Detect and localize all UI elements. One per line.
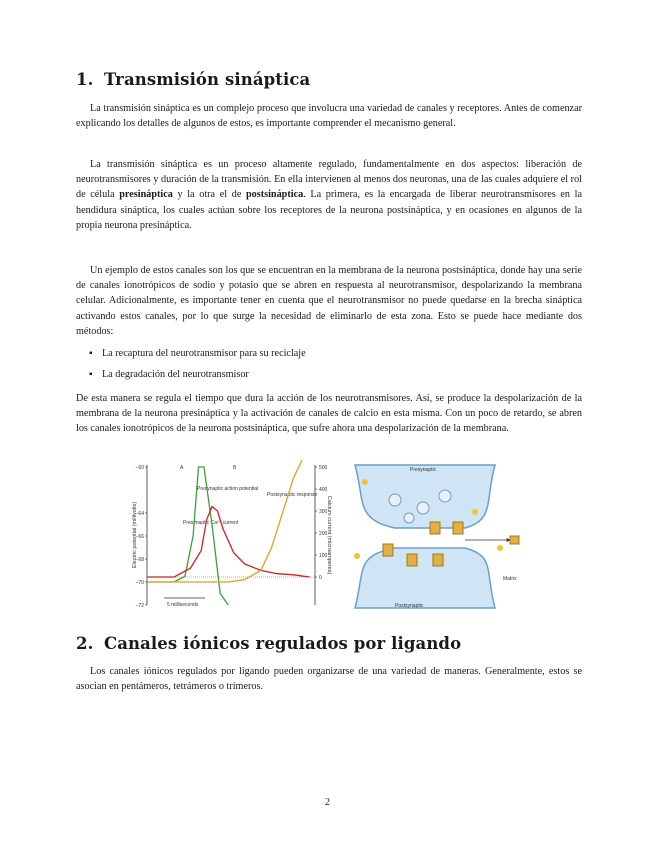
y-axis-label-right: Calcium current (microamperes) [326,495,332,575]
vesicle [439,490,451,502]
page-number: 2 [325,797,330,808]
y-axis-label: Electric potential (millivolts) [132,501,138,569]
ion-icon [472,509,478,515]
annotation: Presynaptic action potential [197,486,259,492]
postsynaptic-terminal [355,548,495,608]
ion-icon [497,545,503,551]
y-tick-label-right: 400 [319,486,328,493]
synapse-diagram [335,460,525,610]
section-number: 1. [76,70,94,89]
channel [407,554,417,566]
text-run: y la otra el de [172,189,246,201]
y-tick-label: −60 [135,464,144,471]
bold-term: presináptica [119,189,173,201]
annotation: Presynaptic Ca²⁺ current [183,520,239,526]
section-title: Canales iónicos regulados por ligando [104,634,462,653]
bullet-list [76,346,582,388]
list-item: ▪ La recaptura del neurotransmisor para su reciclaje [76,346,582,367]
ion-icon [354,553,360,559]
ion-icon [362,479,368,485]
channel [453,522,463,534]
paragraph: Los canales iónicos regulados por ligando pueden organizarse de una variedad de maneras. Generalmente, estos se asocian en pentámeros, tetrámeros o trímeros. [76,666,582,693]
paragraph: La transmisión sináptica es un complejo proceso que involucra una variedad de canales y receptores. Antes de comenzar explicando los detalles de algunos de estos, es importante comprender el mecanismo general. [76,103,582,130]
panel-label-a: A [180,465,184,471]
paragraph [76,157,582,233]
chart [127,460,332,610]
section-2-heading [76,634,461,653]
y-tick-label: −68 [135,556,144,563]
y-tick-label: −72 [135,602,144,609]
y-tick-label: −64 [135,510,144,517]
y-tick-label-right: 500 [319,464,328,471]
y-tick-label-right: 100 [319,552,328,559]
y-tick-label: −70 [135,579,144,586]
label-postsynaptic: Postsynaptic [395,603,424,609]
section-number: 2. [76,634,94,653]
scale-label: 5 milliseconds [167,602,199,608]
y-tick-label-right: 300 [319,508,328,515]
annotation: Postsynaptic response [267,492,318,498]
label-matrix: Matrix [503,576,517,582]
bold-term: postsináptica [246,189,304,201]
y-tick-label-right: 0 [319,574,322,581]
y-tick-label: −66 [135,533,144,540]
y-tick-label-right: 200 [319,530,328,537]
text-run: . La primera, es la encargada de liberar neurotransmisores en la hendidura sináptica, los cuales actúan sobre los receptores de la neurona postsináptica, y en ocasiones en algunos de la propia neurona presináptica. [76,189,582,231]
panel-label-b: B [233,465,237,471]
text-run: La transmisión sináptica es un proceso altamente regulado, fundamentalmente en dos aspectos: liberación de neurotransmisores y duración de la transmisión. En ella intervienen al menos dos neuronas, una de las cuales adquiere el rol de célula [76,159,582,201]
channel [383,544,393,556]
transporter-icon [510,536,519,544]
label-presynaptic: Presynaptic [410,467,437,473]
list-item: ▪ La degradación del neurotransmisor [76,367,582,388]
vesicle [404,513,414,523]
vesicle [389,494,401,506]
presynaptic-terminal [355,465,495,528]
paragraph: De esta manera se regula el tiempo que dura la acción de los neurotransmisores. Así, se produce la despolarización de la membrana de la neurona presináptica y la activación de canales de calcio en esta misma. Con un poco de retardo, se abren los canales ionotrópicos de la neurona postsináptica, que sufre ahora una despolarización de la membrana. [76,393,582,435]
paragraph: Un ejemplo de estos canales son los que se encuentran en la membrana de la neurona postsináptica, donde hay una serie de canales ionotrópicos de sodio y potasio que se abren en respuesta al neurotransmisor, despolarizando la membrana celular. Adicionalmente, es importante tener en cuenta que el neurotransmisor no puede quedarse en la brecha sináptica activando estos canales, por lo que surge la necesidad de eliminarlo de esta zona. Esto se puede hace mediante dos métodos: [76,265,582,337]
vesicle [417,502,429,514]
section-title: Transmisión sináptica [104,70,311,89]
channel [430,522,440,534]
figure [127,460,525,610]
channel [433,554,443,566]
section-1-heading [76,70,310,89]
